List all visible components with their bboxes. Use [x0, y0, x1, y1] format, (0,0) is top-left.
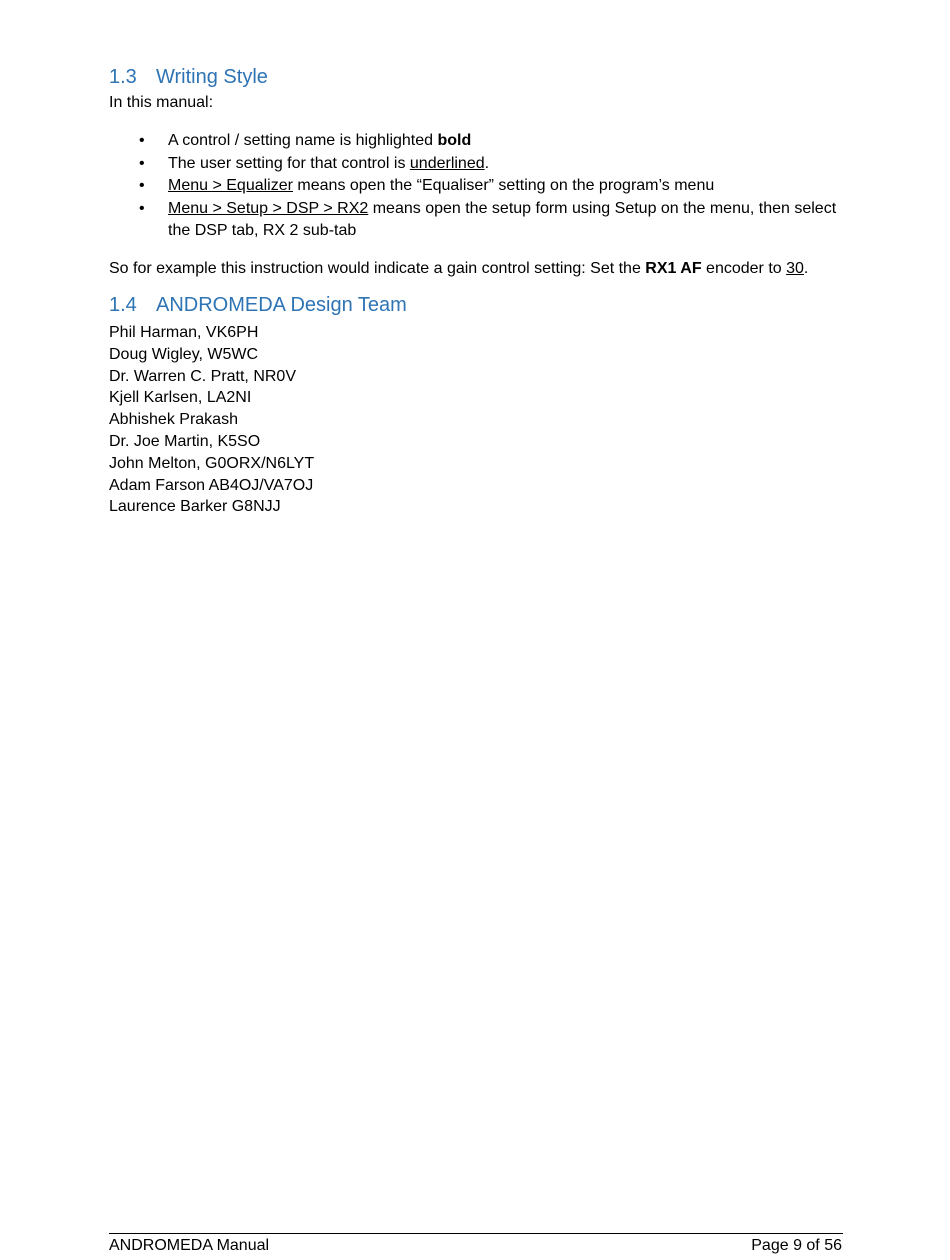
- bullet-item: [109, 153, 849, 176]
- team-member: Laurence Barker G8NJJ: [109, 498, 281, 516]
- menu-path: Menu > Setup > DSP > RX2: [168, 199, 369, 217]
- section-number: 1.4: [109, 294, 137, 316]
- section-number: 1.3: [109, 66, 137, 88]
- bullet-text: A control / setting name is highlighted: [168, 132, 438, 149]
- team-member: Dr. Joe Martin, K5SO: [109, 432, 261, 450]
- footer-page-number: Page 9 of 56: [751, 1237, 842, 1254]
- bold-term: bold: [437, 132, 472, 149]
- footer-divider: [109, 1233, 843, 1234]
- footer-document-title: ANDROMEDA Manual: [109, 1237, 270, 1254]
- section-heading-design-team: [109, 294, 407, 317]
- team-member: John Melton, G0ORX/N6LYT: [109, 454, 315, 472]
- section-heading-writing-style: [109, 66, 268, 89]
- bullet-text: means open the “Equaliser” setting on the program’s menu: [292, 177, 715, 194]
- example-text: encoder to: [701, 260, 787, 277]
- underlined-term: underlined: [409, 154, 485, 172]
- bullet-text: means open the setup form using Setup on the menu, then select the DSP tab, RX 2 sub-tab: [168, 199, 837, 239]
- underlined-term: 30: [786, 260, 804, 277]
- example-text: So for example this instruction would indicate a gain control setting: Set the: [109, 260, 646, 277]
- bullet-text: The user setting for that control is: [168, 154, 410, 172]
- bold-term: RX1 AF: [645, 260, 702, 277]
- bullet-item: [109, 198, 849, 243]
- bullet-item: [109, 175, 849, 198]
- team-member: Dr. Warren C. Pratt, NR0V: [109, 367, 296, 385]
- example-sentence: [109, 258, 808, 280]
- section-title: ANDROMEDA Design Team: [156, 294, 407, 316]
- team-member: Phil Harman, VK6PH: [109, 324, 259, 341]
- team-member: Doug Wigley, W5WC: [109, 345, 259, 363]
- intro-text: In this manual:: [109, 94, 214, 111]
- bullet-icon: •: [139, 154, 145, 172]
- design-team-list: [109, 322, 314, 518]
- bullet-text: .: [484, 154, 490, 172]
- style-bullet-list: [109, 130, 849, 243]
- menu-path: Menu > Equalizer: [168, 177, 293, 194]
- bullet-icon: •: [139, 177, 145, 194]
- section-title: Writing Style: [156, 66, 268, 88]
- team-member: Kjell Karlsen, LA2NI: [109, 389, 252, 407]
- team-member: Adam Farson AB4OJ/VA7OJ: [109, 476, 314, 494]
- team-member: Abhishek Prakash: [109, 411, 238, 429]
- bullet-item: [109, 130, 849, 153]
- bullet-icon: •: [139, 199, 145, 217]
- bullet-icon: •: [139, 132, 145, 149]
- example-text: .: [803, 260, 809, 277]
